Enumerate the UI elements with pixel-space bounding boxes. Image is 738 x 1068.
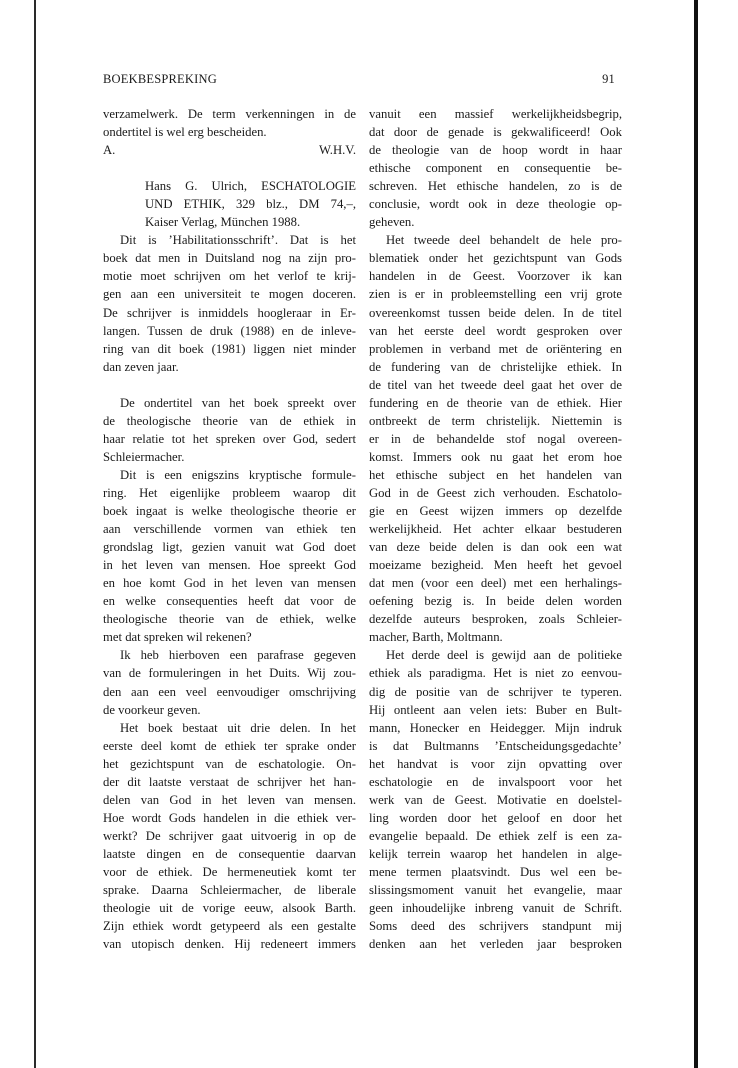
paragraph-formulation <box>103 466 356 646</box>
text-line: met dat spreken wil rekenen? <box>103 630 252 645</box>
text-line: Ik heb hierboven een parafrase gegeven <box>120 648 356 663</box>
text-line: kelijk terrein waarop het handelen in alge- <box>369 846 622 861</box>
text-line: werkt? De schrijver gaat uitvoerig in op de <box>103 828 356 843</box>
text-line: ling worden door het geloof en door het <box>369 810 622 825</box>
text-line: Hij ontleent aan velen iets: Buber en Bult- <box>369 702 622 717</box>
text-line: werk van de Geest. Motivatie en doelstel- <box>369 792 622 807</box>
text-line: de fundering van de christelijke ethiek. In <box>369 359 622 374</box>
text-line: gen aan een universiteit te mogen doceren. <box>103 287 356 302</box>
text-line: het handvat is voor zijn opvatting over <box>369 756 622 771</box>
text-line: motie moet schrijven om het verlof te krij- <box>103 269 356 284</box>
signature-right: W.H.V. <box>318 143 356 158</box>
text-line: komst. Immers ook nu gaat het erom hoe <box>369 449 622 464</box>
text-line: de titel van het tweede deel gaat het over de <box>369 377 622 392</box>
text-line: eerste deel komt de ethiek ter sprake onder <box>103 738 356 753</box>
page-number: 91 <box>602 72 615 86</box>
text-line: Dit is een enigszins kryptische formule- <box>120 467 356 482</box>
text-line: blematiek onder het gezichtspunt van Gods <box>369 251 622 266</box>
citation-line: UND ETHIK, 329 blz., DM 74,–, <box>145 197 356 212</box>
text-line: Het tweede deel behandelt de hele pro- <box>386 233 622 248</box>
text-line: handelen in de Geest. Voorzover ik kan <box>369 269 622 284</box>
text-line: mene termen plaatsvindt. Dus wel een be- <box>369 864 622 879</box>
paragraph-subtitle <box>103 394 356 466</box>
text-line: werkelijkheid. Het achter elkaar bestuderen <box>369 522 622 537</box>
text-line: van deze beide delen is dan ook een wat <box>369 540 622 555</box>
book-citation <box>103 177 356 231</box>
text-line: boek dat men in Duitsland nog na zijn pro- <box>103 251 356 266</box>
paragraph-three-parts <box>103 719 356 954</box>
paragraph-continuation <box>369 105 622 231</box>
text-line: boek ingaat is welke theologische theorie er <box>103 504 356 519</box>
running-header <box>103 72 615 90</box>
text-line: ontbreekt de term christelijk. Niettemin is <box>369 413 622 428</box>
text-line: oefening bezig is. In beide delen worden <box>369 594 622 609</box>
paragraph-second-part <box>369 231 622 646</box>
text-line: conclusie, wordt ook in deze theologie op- <box>369 197 622 212</box>
text-line: den aan een veel eenvoudiger omschrijving <box>103 684 356 699</box>
text-line: Het derde deel is gewijd aan de politieke <box>386 648 622 663</box>
text-line: en welke consequenties heeft dat voor de <box>103 594 356 609</box>
text-line: sprake. Daarna Schleiermacher, de liberale <box>103 883 356 898</box>
right-page-edge <box>694 0 698 1068</box>
text-line: Soms deed des schrijvers standpunt mij <box>369 919 622 934</box>
text-line: Schleiermacher. <box>103 449 185 464</box>
text-line: geheven. <box>369 215 415 230</box>
text-line: langen. Tussen de druk (1988) en de inleve- <box>103 323 356 338</box>
paragraph-third-part <box>369 646 622 953</box>
text-line: fundering en de theorie van de ethiek. Hier <box>369 395 622 410</box>
text-line: dezelfde auteurs besproken, zoals Schleier- <box>369 612 622 627</box>
intro-paragraph <box>103 105 356 141</box>
text-line: dan zeven jaar. <box>103 359 179 374</box>
left-page-edge <box>34 0 36 1068</box>
text-line: ethische component en consequentie be- <box>369 161 622 176</box>
text-line: de theologie van de hoop wordt in haar <box>369 143 622 158</box>
text-line: slissingsmoment vanuit het evangelie, maar <box>369 883 622 898</box>
text-line: vanuit een massief werkelijkheidsbegrip, <box>369 107 622 121</box>
text-line: macher, Barth, Moltmann. <box>369 630 503 645</box>
text-line: de voorkeur geven. <box>103 702 201 717</box>
text-line: aan verschillende vormen van ethiek ten <box>103 522 356 537</box>
text-line: der dit laatste verstaat de schrijver het han- <box>103 774 356 789</box>
text-line: van het eerste deel wordt gesproken over <box>369 323 622 338</box>
citation-line: Hans G. Ulrich, ESCHATOLOGIE <box>145 179 356 194</box>
citation-line: Kaiser Verlag, München 1988. <box>145 215 301 230</box>
text-line: van de formuleringen in het Duits. Wij zou- <box>103 666 356 681</box>
text-line: er in de behandelde stof nogal overeen- <box>369 431 622 446</box>
text-line: problemen in verband met de oriëntering en <box>369 341 622 356</box>
paragraph-paraphrase <box>103 646 356 718</box>
paragraph-habilitation <box>103 231 356 375</box>
text-line: is dat Bultmanns ’Entscheidungsgedachte’ <box>369 738 622 753</box>
text-line: De ondertitel van het boek spreekt over <box>120 395 356 410</box>
text-line: verzamelwerk. De term verkenningen in de <box>103 107 356 121</box>
text-line: gie en Geest wijzen immers op dezelfde <box>369 504 622 519</box>
text-line: ondertitel is wel erg bescheiden. <box>103 125 267 140</box>
running-title: BOEKBESPREKING <box>103 72 217 86</box>
text-line: ring van dit boek (1981) liggen niet minder <box>103 341 356 356</box>
text-line: geen inhoudelijke inbreng vanuit de Schrift. <box>369 901 622 916</box>
text-line: dig de positie van de schrijver te typeren. <box>369 684 622 699</box>
right-column <box>369 105 622 953</box>
text-line: overeenkomst tussen beide delen. In de titel <box>369 305 622 320</box>
left-column <box>103 105 356 953</box>
text-line: van utopisch denken. Hij redeneert immers <box>103 937 356 952</box>
text-line: haar relatie tot het spreken over God, sedert <box>103 431 356 446</box>
text-line: dat men (voor een deel) met een herhalings- <box>369 576 622 591</box>
text-line: God in de Geest zich verhouden. Eschatolo- <box>369 485 622 500</box>
text-line: delen van God in het leven van mensen. <box>103 792 356 807</box>
text-line: grondslag ligt, gezien vanuit wat God doet <box>103 540 356 555</box>
text-line: in het leven van mensen. Hoe spreekt God <box>103 558 356 573</box>
text-line: theologie uit de vorige eeuw, alsook Barth. <box>103 901 356 916</box>
text-line: ring. Het eigenlijke probleem waarop dit <box>103 485 356 500</box>
text-line: theologische theorie van de ethiek, welke <box>103 612 356 627</box>
text-line: zien is er in probleemstelling een vrij grote <box>369 287 622 302</box>
text-line: laatste dingen en de consequentie daarvan <box>103 846 356 861</box>
text-line: het ethische subject en het handelen van <box>369 467 622 482</box>
text-line: dat door de genade is gekwalificeerd! Ook <box>369 125 622 140</box>
signature-left: A. <box>103 143 116 158</box>
review-signature <box>103 141 356 159</box>
text-line: mann, Honecker en Heidegger. Mijn indruk <box>369 720 622 735</box>
text-line: De schrijver is inmiddels hoogleraar in Er- <box>103 305 356 320</box>
text-line: en hoe komt God in het leven van mensen <box>103 576 356 591</box>
text-line: Dit is ’Habilitationsschrift’. Dat is het <box>120 233 356 248</box>
text-line: het gezichtspunt van de eschatologie. On- <box>103 756 356 771</box>
text-line: denken aan het verleden jaar besproken <box>369 937 622 952</box>
text-line: voor de ethiek. De hermeneutiek komt ter <box>103 864 356 879</box>
text-line: schreven. Het ethische handelen, zo is de <box>369 179 622 194</box>
text-line: eschatologie en de invalspoort voor het <box>369 774 622 789</box>
text-line: Het boek bestaat uit drie delen. In het <box>120 720 356 735</box>
text-line: moeizame bezigheid. Men heeft het gevoel <box>369 558 622 573</box>
text-line: Hoe wordt Gods handelen in die ethiek ver- <box>103 810 356 825</box>
text-line: de theologische theorie van de ethiek in <box>103 413 356 428</box>
text-line: Zijn ethiek wordt getypeerd als een gestalte <box>103 919 356 934</box>
text-line: evangelie bepaald. De ethiek zelf is een za- <box>369 828 622 843</box>
text-line: ethiek als paradigma. Het is niet zo eenvou- <box>369 666 622 681</box>
